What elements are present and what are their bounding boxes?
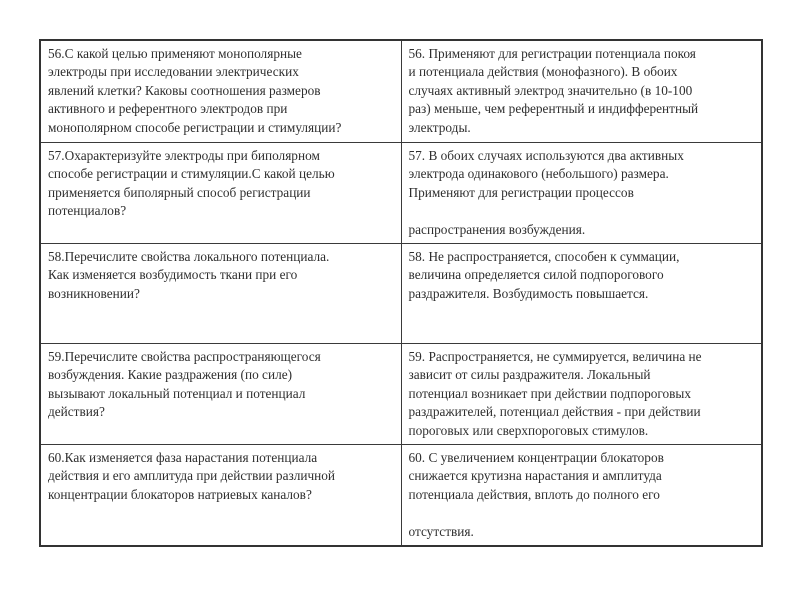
table-row [40, 344, 762, 445]
answer-cell: 57. В обоих случаях используются два активных электрода одинакового (небольшого) размера. Применяют для регистрации процессов распространения возбуждения. [401, 143, 762, 244]
question-cell: 57.Охарактеризуйте электроды при биполярном способе регистрации и стимуляции.С какой целью применяется биполярный способ регистрации потенциалов? [40, 143, 401, 244]
table-row [40, 40, 762, 143]
question-cell: 60.Как изменяется фаза нарастания потенциала действия и его амплитуда при действии различной концентрации блокаторов натриевых каналов? [40, 445, 401, 547]
answer-cell: 56. Применяют для регистрации потенциала покоя и потенциала действия (монофазного). В обоих случаях активный электрод значительно (в 10-100 раз) меньше, чем референтный и индифферентный электроды. [401, 40, 762, 143]
question-cell: 59.Перечислите свойства распространяющегося возбуждения. Какие раздражения (по силе) вызывают локальный потенциал и потенциал действия? [40, 344, 401, 445]
table-row [40, 244, 762, 344]
qa-table [39, 39, 763, 547]
answer-cell: 59. Распространяется, не суммируется, величина не зависит от силы раздражителя. Локальный потенциал возникает при действии подпороговых раздражителей, потенциал действия - при действии пороговых или сверхпороговых стимулов. [401, 344, 762, 445]
answer-cell: 60. С увеличением концентрации блокаторов снижается крутизна нарастания и амплитуда потенциала действия, вплоть до полного его отсутствия. [401, 445, 762, 547]
table-row [40, 445, 762, 547]
table-row [40, 143, 762, 244]
answer-cell: 58. Не распространяется, способен к суммации, величина определяется силой подпорогового раздражителя. Возбудимость повышается. [401, 244, 762, 344]
question-cell: 58.Перечислите свойства локального потенциала. Как изменяется возбудимость ткани при его возникновении? [40, 244, 401, 344]
question-cell: 56.С какой целью применяют монополярные электроды при исследовании электрических явлений клетки? Каковы соотношения размеров активного и референтного электродов при монополярном способе регистрации и стимуляции? [40, 40, 401, 143]
